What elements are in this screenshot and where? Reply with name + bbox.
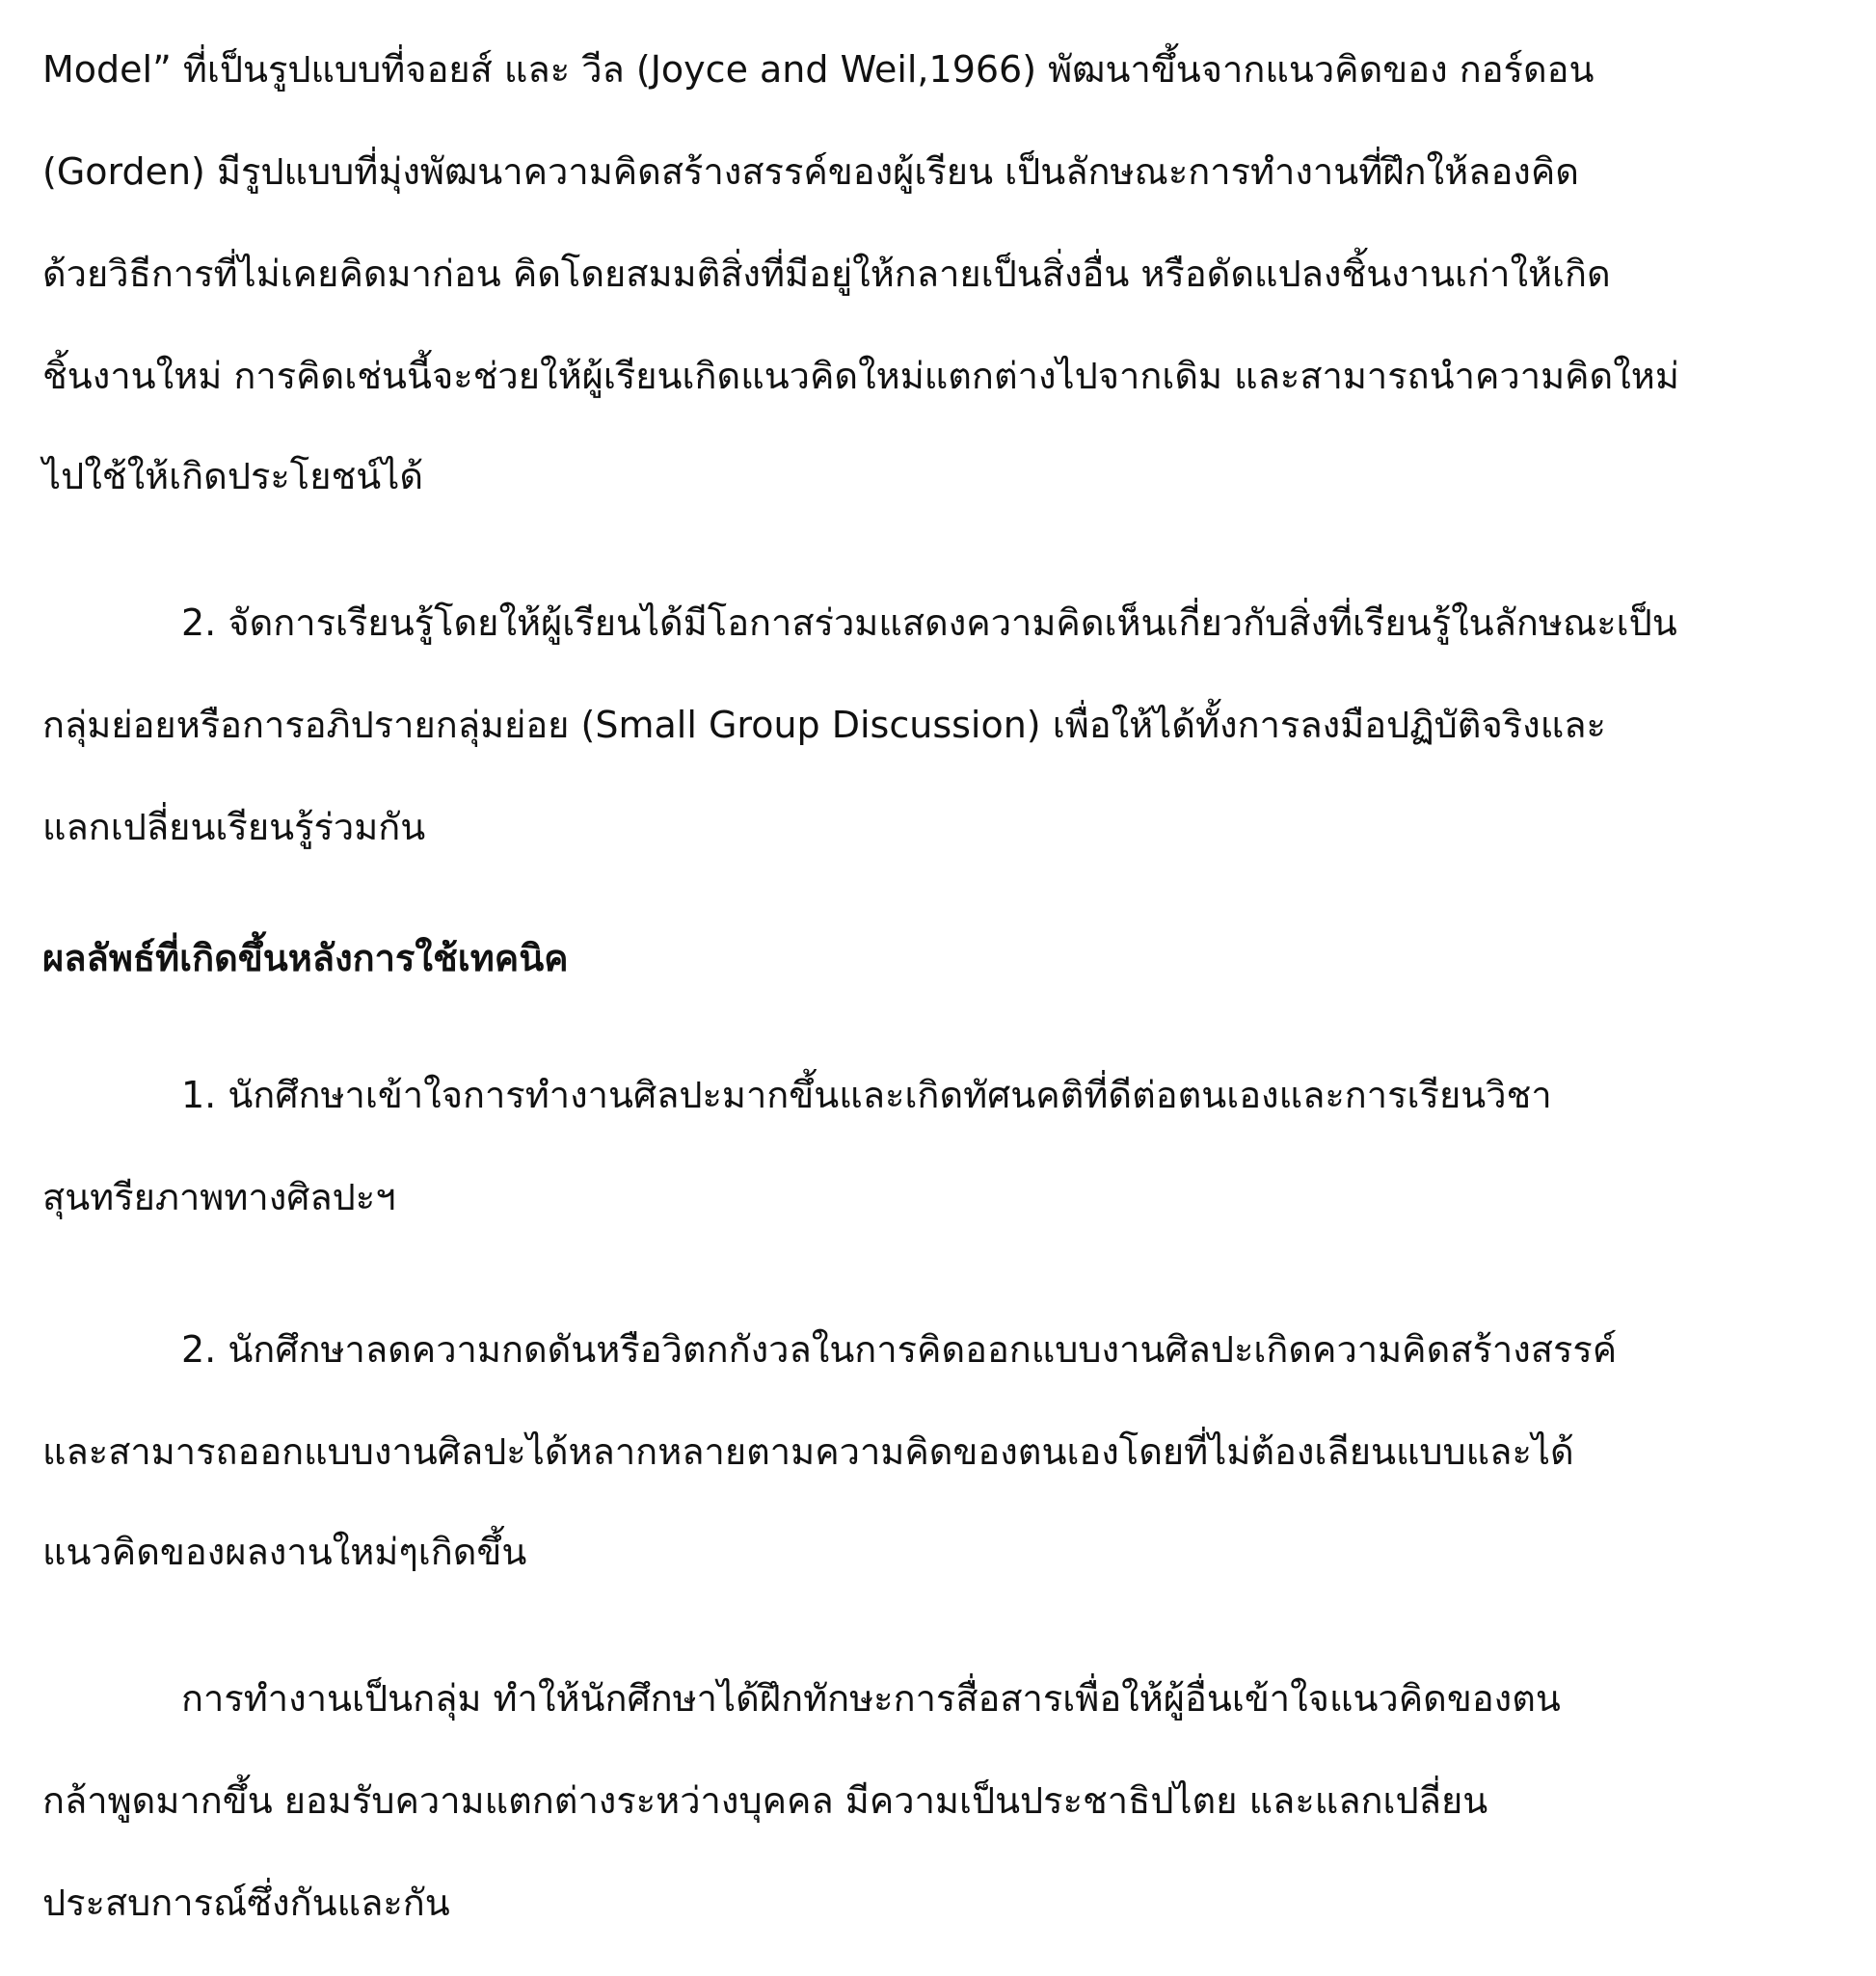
item2-line-3: แลกเปลี่ยนเรียนรู้ร่วมกัน xyxy=(42,806,426,848)
intro-line-4: ชิ้นงานใหม่ การคิดเช่นนี้จะช่วยให้ผู้เรียนเกิดแนวคิดใหม่แตกต่างไปจากเดิม และสามารถนำความคิดใหม่ xyxy=(42,355,1679,397)
item2-line-2: กลุ่มย่อยหรือการอภิปรายกลุ่มย่อย (Small Group Discussion) เพื่อให้ได้ทั้งการลงมือปฏิบัติจริงและ xyxy=(42,704,1606,746)
result1-line-2: สุนทรียภาพทางศิลปะฯ xyxy=(42,1176,396,1218)
item2-line-1: 2. จัดการเรียนรู้โดยให้ผู้เรียนได้มีโอกาสร่วมแสดงความคิดเห็นเกี่ยวกับสิ่งที่เรียนรู้ในลักษณะเป็น xyxy=(181,601,1677,644)
intro-line-5: ไปใช้ให้เกิดประโยชน์ได้ xyxy=(42,455,424,497)
intro-line-1: Model” ที่เป็นรูปแบบที่จอยส์ และ วีล (Joyce and Weil,1966) พัฒนาขึ้นจากแนวคิดของ กอร์ดอน xyxy=(42,48,1595,91)
group-work-line-1: การทำงานเป็นกลุ่ม ทำให้นักศึกษาได้ฝึกทักษะการสื่อสารเพื่อให้ผู้อื่นเข้าใจแนวคิดของตน xyxy=(181,1677,1561,1720)
group-work-line-3: ประสบการณ์ซึ่งกันและกัน xyxy=(42,1882,450,1924)
intro-line-2: (Gorden) มีรูปแบบที่มุ่งพัฒนาความคิดสร้างสรรค์ของผู้เรียน เป็นลักษณะการทำงานที่ฝึกให้ลองคิด xyxy=(42,150,1579,193)
intro-line-3: ด้วยวิธีการที่ไม่เคยคิดมาก่อน คิดโดยสมมติสิ่งที่มีอยู่ให้กลายเป็นสิ่งอื่น หรือดัดแปลงชิ้นงานเก่าให้เกิด xyxy=(42,253,1611,295)
results-heading: ผลลัพธ์ที่เกิดขึ้นหลังการใช้เทคนิค xyxy=(42,937,569,979)
result2-line-3: แนวคิดของผลงานใหม่ๆเกิดขึ้น xyxy=(42,1531,527,1573)
result2-line-1: 2. นักศึกษาลดความกดดันหรือวิตกกังวลในการคิดออกแบบงานศิลปะเกิดความคิดสร้างสรรค์ xyxy=(181,1328,1618,1371)
result1-line-1: 1. นักศึกษาเข้าใจการทำงานศิลปะมากขึ้นและเกิดทัศนคติที่ดีต่อตนเองและการเรียนวิชา xyxy=(181,1074,1552,1116)
result2-line-2: และสามารถออกแบบงานศิลปะได้หลากหลายตามความคิดของตนเองโดยที่ไม่ต้องเลียนแบบและได้ xyxy=(42,1430,1574,1473)
group-work-line-2: กล้าพูดมากขึ้น ยอมรับความแตกต่างระหว่างบุคคล มีความเป็นประชาธิปไตย และแลกเปลี่ยน xyxy=(42,1779,1488,1822)
